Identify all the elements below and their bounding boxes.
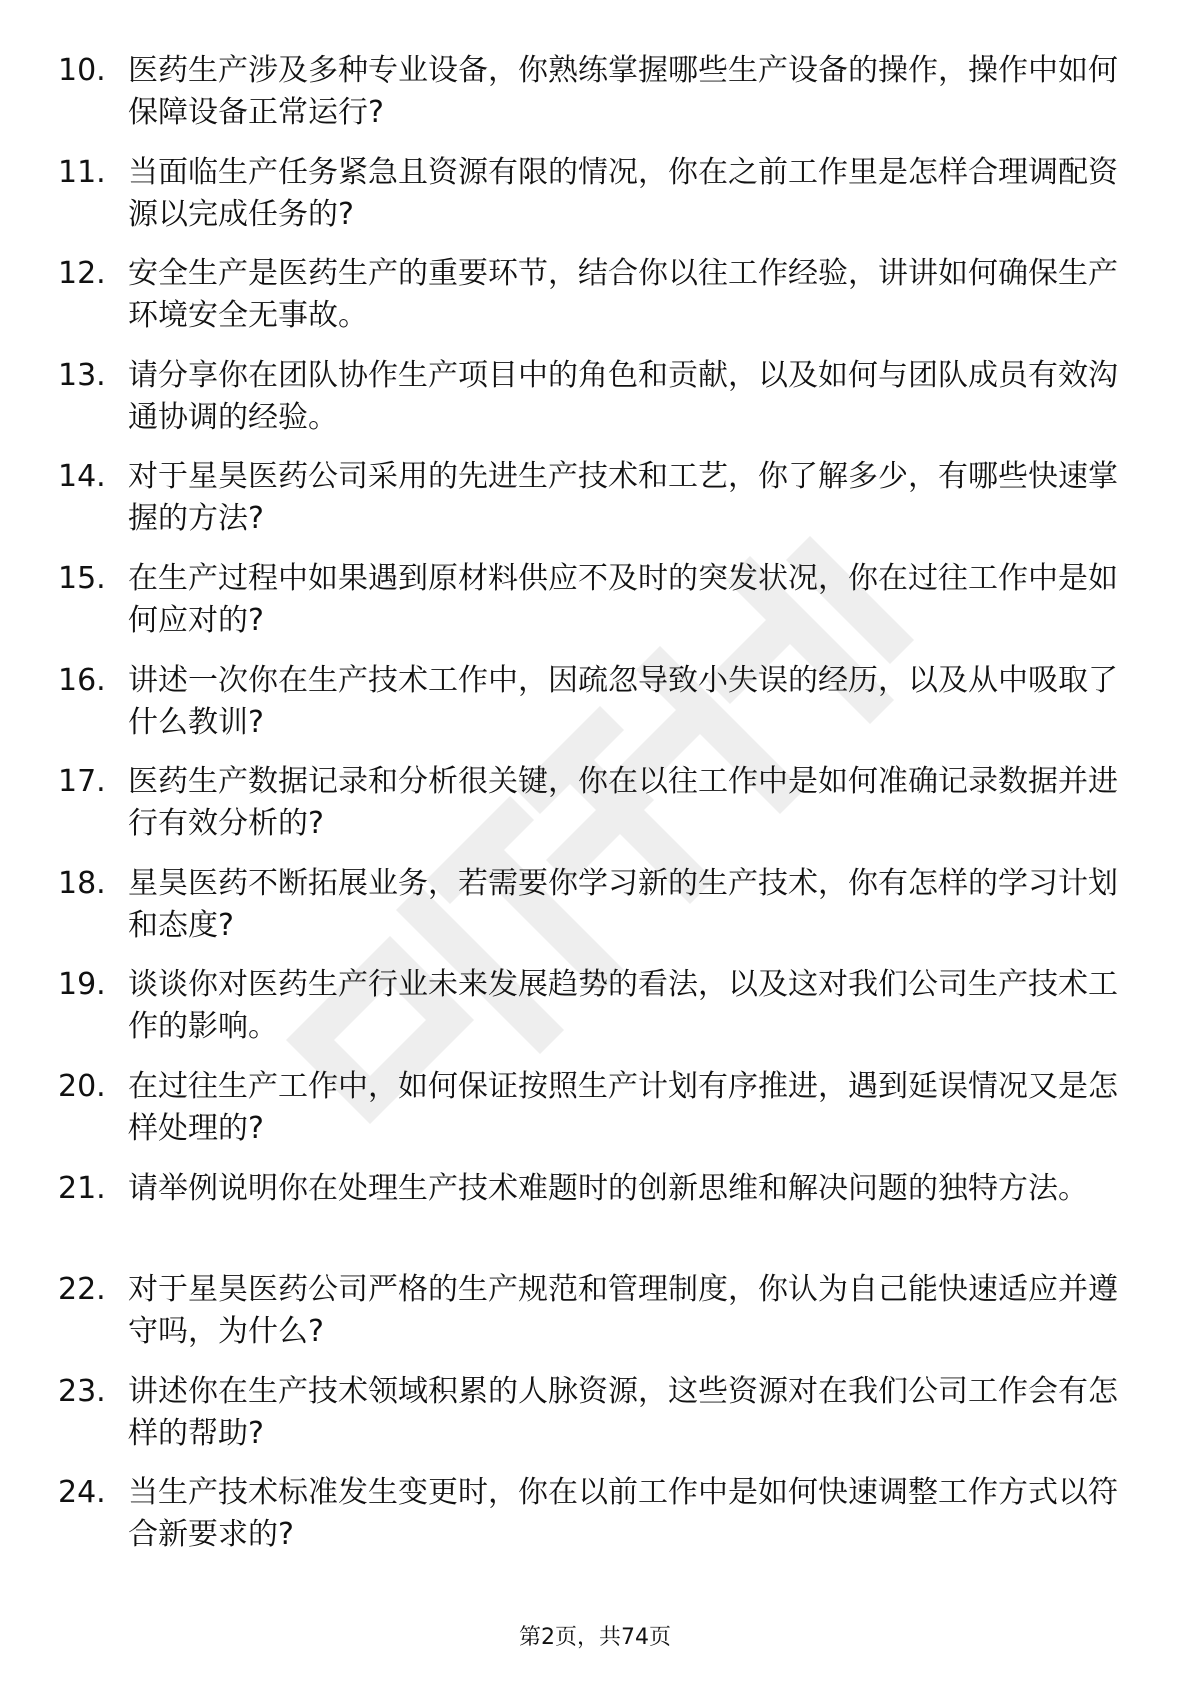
question-item — [0, 456, 1190, 558]
question-text: 对于星昊医药公司采用的先进生产技术和工艺，你了解多少，有哪些快速掌握的方法? — [128, 459, 1118, 537]
question-item — [0, 660, 1190, 762]
question-list — [0, 50, 1190, 1574]
question-number: 18. — [58, 865, 106, 901]
question-item — [0, 50, 1190, 152]
question-item — [0, 761, 1190, 863]
question-text: 讲述一次你在生产技术工作中，因疏忽导致小失误的经历，以及从中吸取了什么教训? — [128, 662, 1118, 740]
question-item — [0, 1269, 1190, 1371]
question-text: 在过往生产工作中，如何保证按照生产计划有序推进，遇到延误情况又是怎样处理的? — [128, 1068, 1118, 1146]
question-number: 11. — [58, 154, 106, 190]
question-item — [0, 1066, 1190, 1168]
question-number: 12. — [58, 256, 106, 292]
question-number: 15. — [58, 560, 106, 596]
question-item — [0, 355, 1190, 457]
question-number: 14. — [58, 459, 106, 495]
question-text: 当面临生产任务紧急且资源有限的情况，你在之前工作里是怎样合理调配资源以完成任务的? — [128, 154, 1118, 232]
question-item — [0, 1168, 1190, 1270]
question-number: 16. — [58, 662, 106, 698]
question-text: 医药生产涉及多种专业设备，你熟练掌握哪些生产设备的操作，操作中如何保障设备正常运行? — [128, 53, 1118, 130]
question-item — [0, 964, 1190, 1066]
question-number: 20. — [58, 1068, 106, 1104]
question-number: 13. — [58, 357, 106, 393]
question-number: 23. — [58, 1373, 106, 1409]
question-text: 讲述你在生产技术领域积累的人脉资源，这些资源对在我们公司工作会有怎样的帮助? — [128, 1373, 1118, 1451]
question-text: 谈谈你对医药生产行业未来发展趋势的看法，以及这对我们公司生产技术工作的影响。 — [128, 967, 1118, 1045]
question-text: 医药生产数据记录和分析很关键，你在以往工作中是如何准确记录数据并进行有效分析的? — [128, 764, 1118, 842]
question-number: 19. — [58, 967, 106, 1003]
question-text: 当生产技术标准发生变更时，你在以前工作中是如何快速调整工作方式以符合新要求的? — [128, 1475, 1118, 1553]
question-text: 安全生产是医药生产的重要环节，结合你以往工作经验，讲讲如何确保生产环境安全无事故。 — [128, 256, 1118, 334]
question-text: 对于星昊医药公司严格的生产规范和管理制度，你认为自己能快速适应并遵守吗，为什么? — [128, 1272, 1118, 1350]
question-item — [0, 1371, 1190, 1473]
question-number: 17. — [58, 764, 106, 800]
question-number: 22. — [58, 1272, 106, 1308]
page-footer — [0, 1623, 1190, 1653]
question-text: 请分享你在团队协作生产项目中的角色和贡献，以及如何与团队成员有效沟通协调的经验。 — [128, 357, 1118, 435]
question-item — [0, 558, 1190, 660]
page-number-label: 第2页，共74页 — [519, 1625, 671, 1650]
question-item — [0, 863, 1190, 965]
question-item — [0, 152, 1190, 254]
question-number: 21. — [58, 1170, 106, 1206]
question-item — [0, 1472, 1190, 1574]
question-item — [0, 253, 1190, 355]
question-number: 10. — [58, 53, 106, 88]
question-text: 星昊医药不断拓展业务，若需要你学习新的生产技术，你有怎样的学习计划和态度? — [128, 865, 1118, 943]
question-number: 24. — [58, 1475, 106, 1511]
question-text: 在生产过程中如果遇到原材料供应不及时的突发状况，你在过往工作中是如何应对的? — [128, 560, 1118, 638]
question-text: 请举例说明你在处理生产技术难题时的创新思维和解决问题的独特方法。 — [128, 1170, 1088, 1206]
